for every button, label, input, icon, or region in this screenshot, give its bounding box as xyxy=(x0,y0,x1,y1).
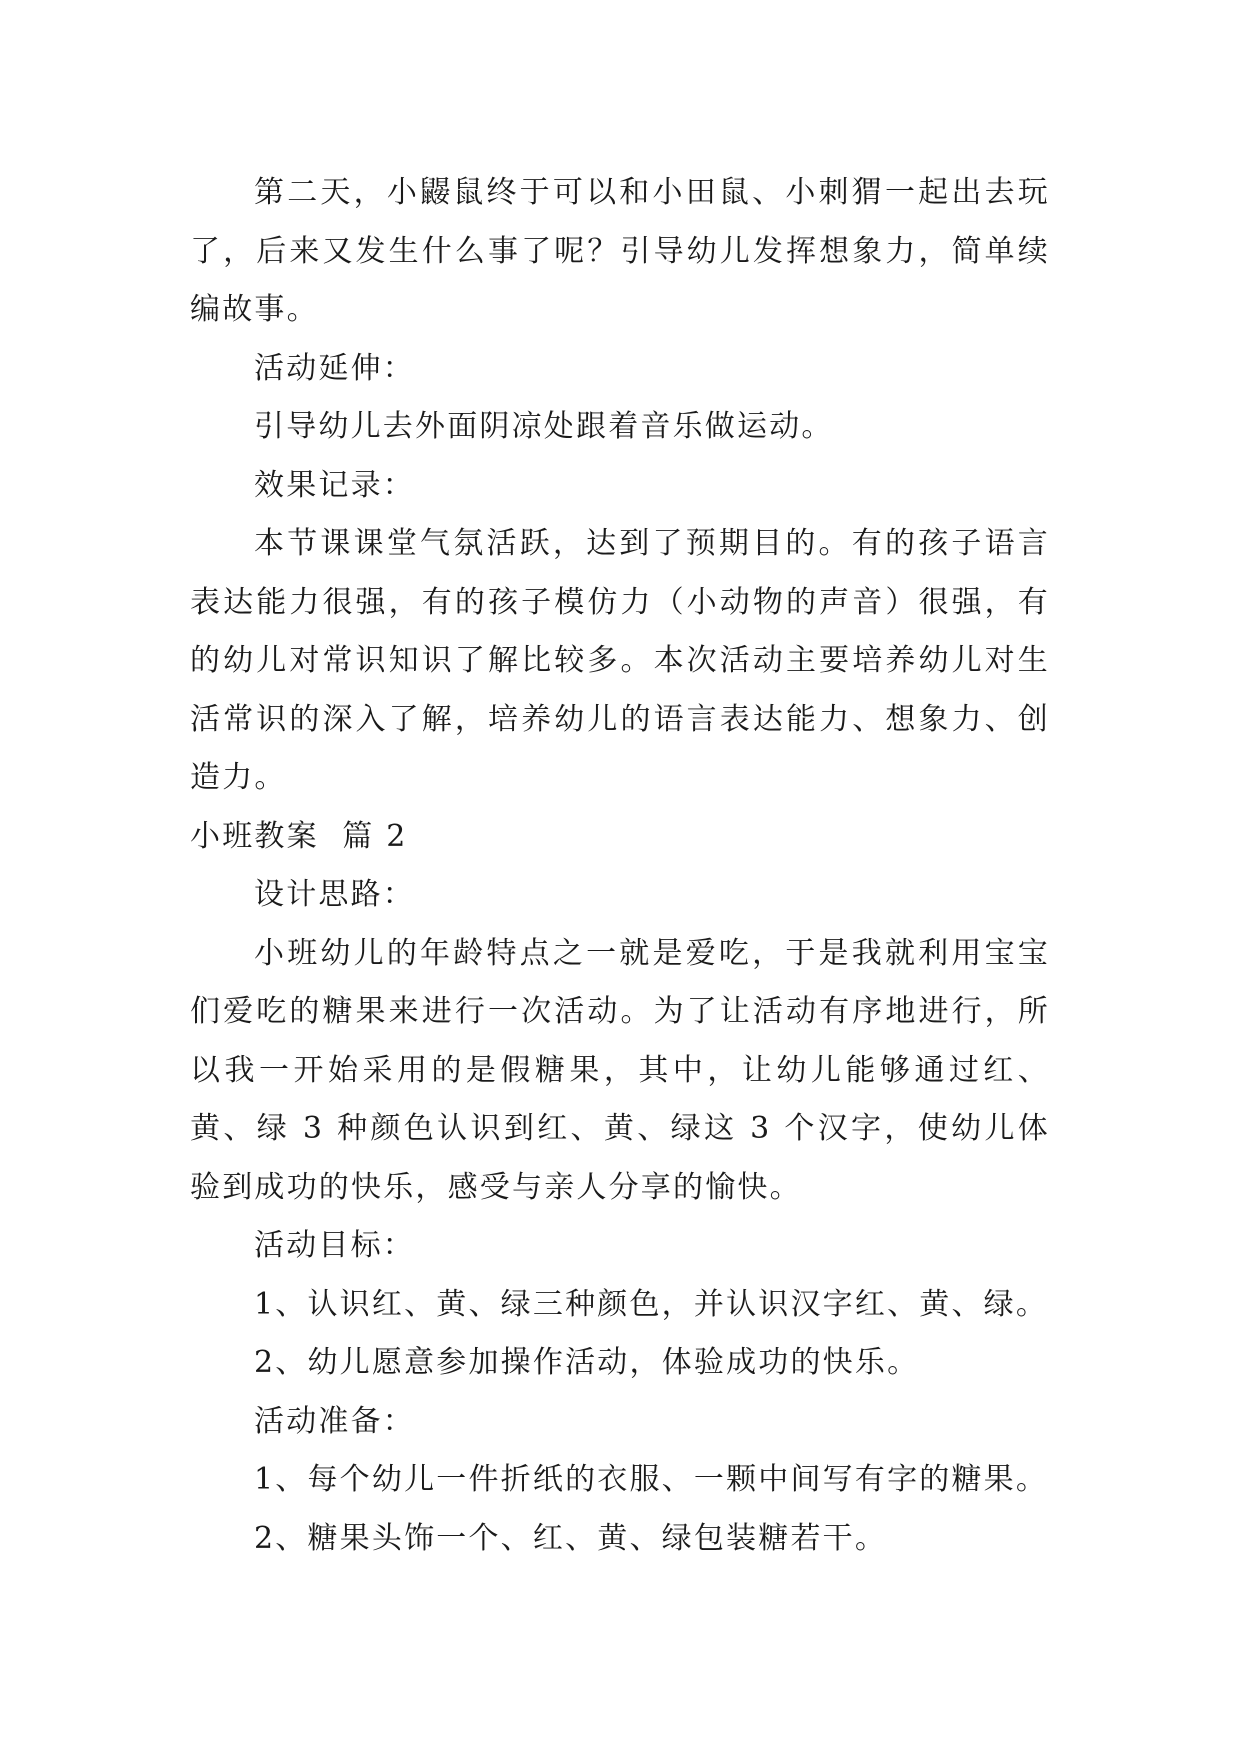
activity-extension-label: 活动延伸： xyxy=(254,350,415,386)
activity-goal-item-2: 2、幼儿愿意参加操作活动，体验成功的快乐。 xyxy=(254,1345,920,1380)
activity-extension-text: 引导幼儿去外面阴凉处跟着音乐做运动。 xyxy=(254,409,834,444)
design-idea-label: 设计思路： xyxy=(254,877,415,912)
effect-record-paragraph: 本节课课堂气氛活跃，达到了预期目的。有的孩子语言表达能力很强，有的孩子模仿力（小动物的声音）很强，有的幼儿对常识知识了解比较多。本次活动主要培养幼儿对生活常识的深入了解，培养幼儿的语言表达能力、想象力、创造力。 xyxy=(190,526,1050,795)
activity-goal-item-1: 1、认识红、黄、绿三种颜色，并认识汉字红、黄、绿。 xyxy=(254,1286,1049,1322)
activity-prep-item-2: 2、糖果头饰一个、红、黄、绿包装糖若干。 xyxy=(254,1520,888,1556)
activity-prep-item-1: 1、每个幼儿一件折纸的衣服、一颗中间写有字的糖果。 xyxy=(254,1462,1049,1497)
effect-record-label: 效果记录： xyxy=(254,467,415,503)
activity-prep-label: 活动准备： xyxy=(254,1403,415,1439)
activity-goal-label: 活动目标： xyxy=(254,1228,415,1263)
section-title: 小班教案 篇 2 xyxy=(190,818,408,854)
document-body xyxy=(190,164,1050,1568)
design-idea-paragraph: 小班幼儿的年龄特点之一就是爱吃，于是我就利用宝宝们爱吃的糖果来进行一次活动。为了让活动有序地进行，所以我一开始采用的是假糖果，其中，让幼儿能够通过红、黄、绿 3 种颜色认识到红、黄、绿这 3 个汉字，使幼儿体验到成功的快乐，感受与亲人分享的愉快。 xyxy=(190,935,1050,1205)
story-continuation-paragraph: 第二天，小鼹鼠终于可以和小田鼠、小刺猬一起出去玩了，后来又发生什么事了呢？引导幼儿发挥想象力，简单续编故事。 xyxy=(190,175,1050,327)
